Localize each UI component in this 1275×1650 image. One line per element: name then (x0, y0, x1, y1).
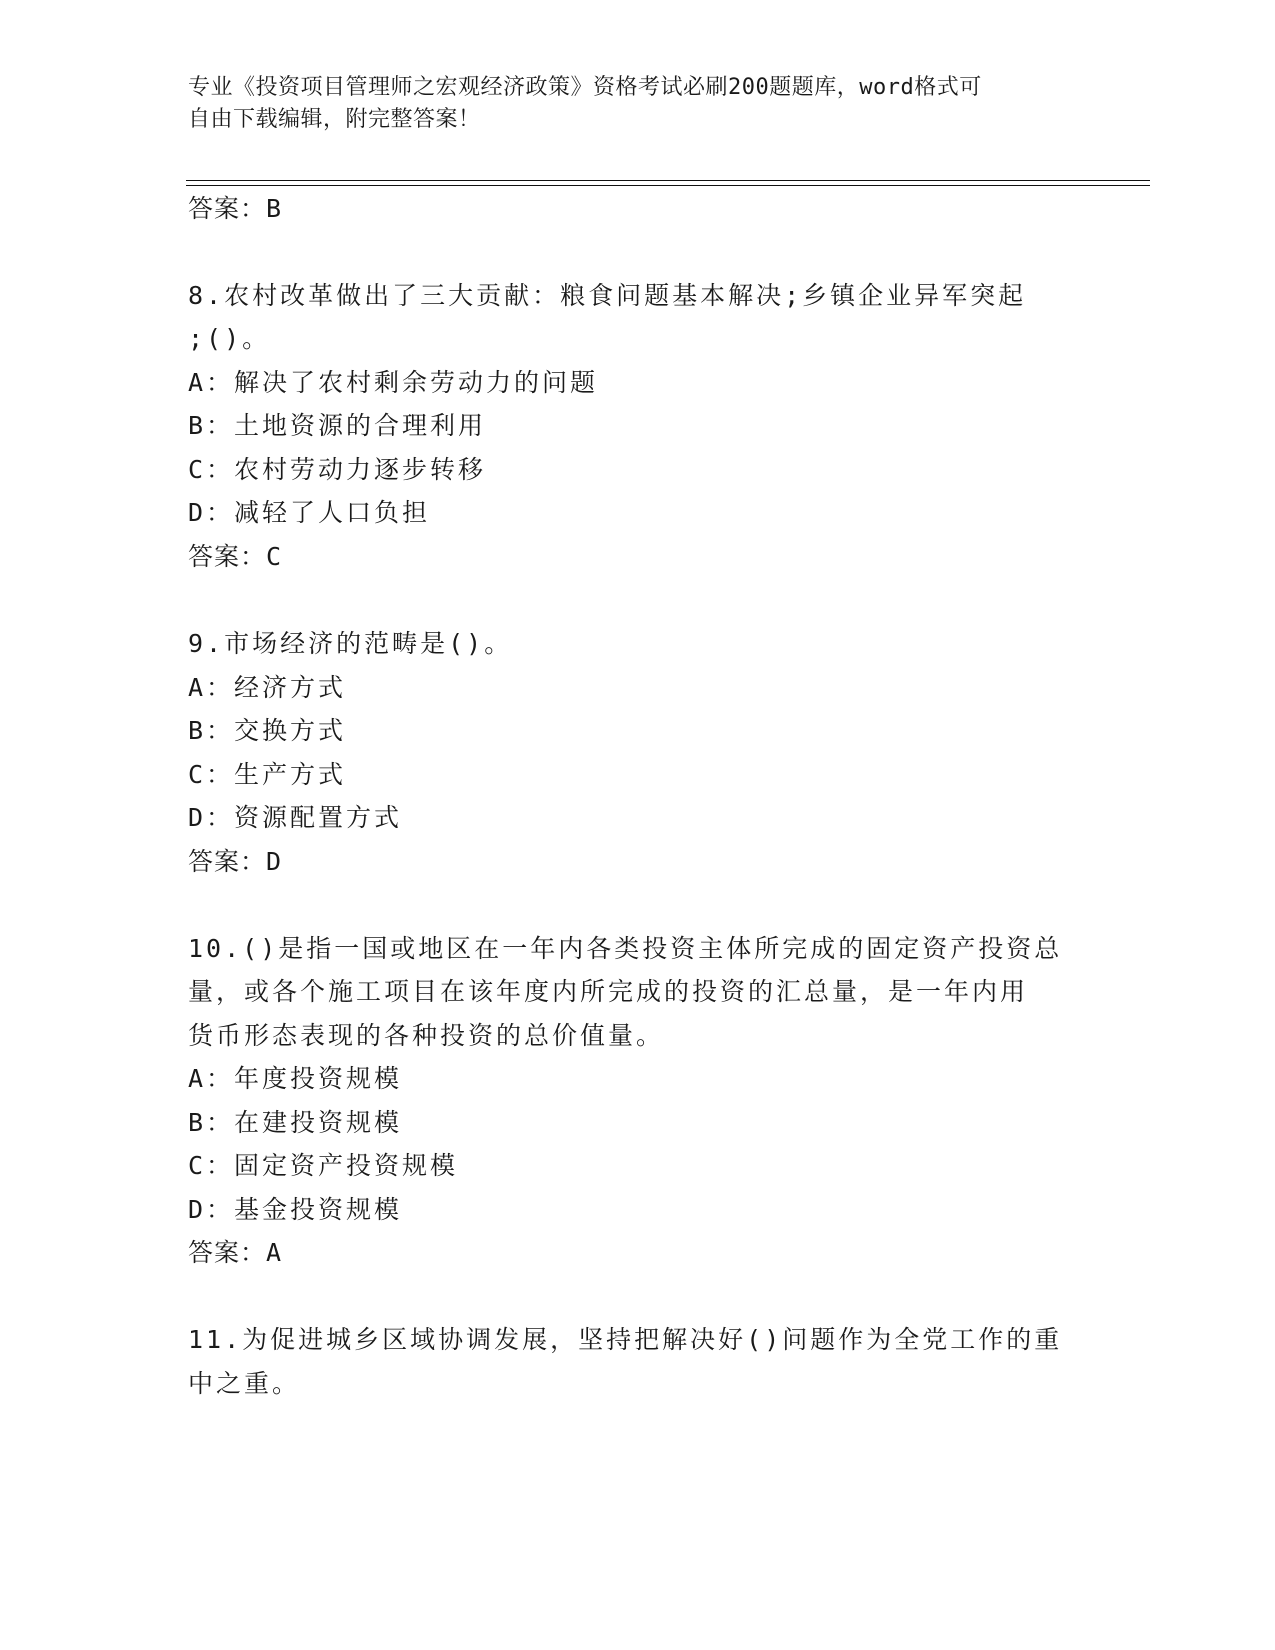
question-9-stem-line-1: 9.市场经济的范畴是()。 (188, 629, 513, 658)
header-line-2: 自由下载编辑，附完整答案！ (188, 107, 481, 132)
header-divider-thick (186, 180, 1150, 181)
question-10-option-c: C：固定资产投资规模 (188, 1151, 459, 1180)
header-line-1: 专业《投资项目管理师之宏观经济政策》资格考试必刷200题题库，word格式可 (188, 75, 982, 100)
answer-prev: 答案：B (188, 194, 283, 223)
question-10-stem-line-2: 量，或各个施工项目在该年度内所完成的投资的汇总量，是一年内用 (188, 977, 1029, 1006)
document-header (188, 72, 1068, 136)
question-8-stem-line-2: ;()。 (188, 324, 271, 353)
question-11-stem-line-2: 中之重。 (188, 1369, 301, 1398)
question-9-option-b: B：交换方式 (188, 716, 347, 745)
question-10-option-b: B：在建投资规模 (188, 1108, 403, 1137)
question-10-stem-line-1: 10.()是指一国或地区在一年内各类投资主体所完成的固定资产投资总 (188, 934, 1063, 963)
question-8-option-d: D：减轻了人口负担 (188, 498, 431, 527)
question-9-answer: 答案：D (188, 847, 283, 876)
question-8-option-b: B：土地资源的合理利用 (188, 411, 487, 440)
question-10-stem-line-3: 货币形态表现的各种投资的总价值量。 (188, 1021, 665, 1050)
question-8-answer: 答案：C (188, 542, 283, 571)
question-9-option-c: C：生产方式 (188, 760, 347, 789)
question-9-option-a: A：经济方式 (188, 673, 347, 702)
question-8-option-c: C：农村劳动力逐步转移 (188, 455, 487, 484)
question-9-option-d: D：资源配置方式 (188, 803, 403, 832)
question-10-answer: 答案：A (188, 1238, 283, 1267)
question-8-stem-line-1: 8.农村改革做出了三大贡献：粮食问题基本解决;乡镇企业异军突起 (188, 281, 1027, 310)
question-11-stem-line-1: 11.为促进城乡区域协调发展，坚持把解决好()问题作为全党工作的重 (188, 1325, 1063, 1354)
header-divider-thin (186, 185, 1150, 186)
question-10-option-d: D：基金投资规模 (188, 1195, 403, 1224)
question-10-option-a: A：年度投资规模 (188, 1064, 403, 1093)
question-8-option-a: A：解决了农村剩余劳动力的问题 (188, 368, 599, 397)
